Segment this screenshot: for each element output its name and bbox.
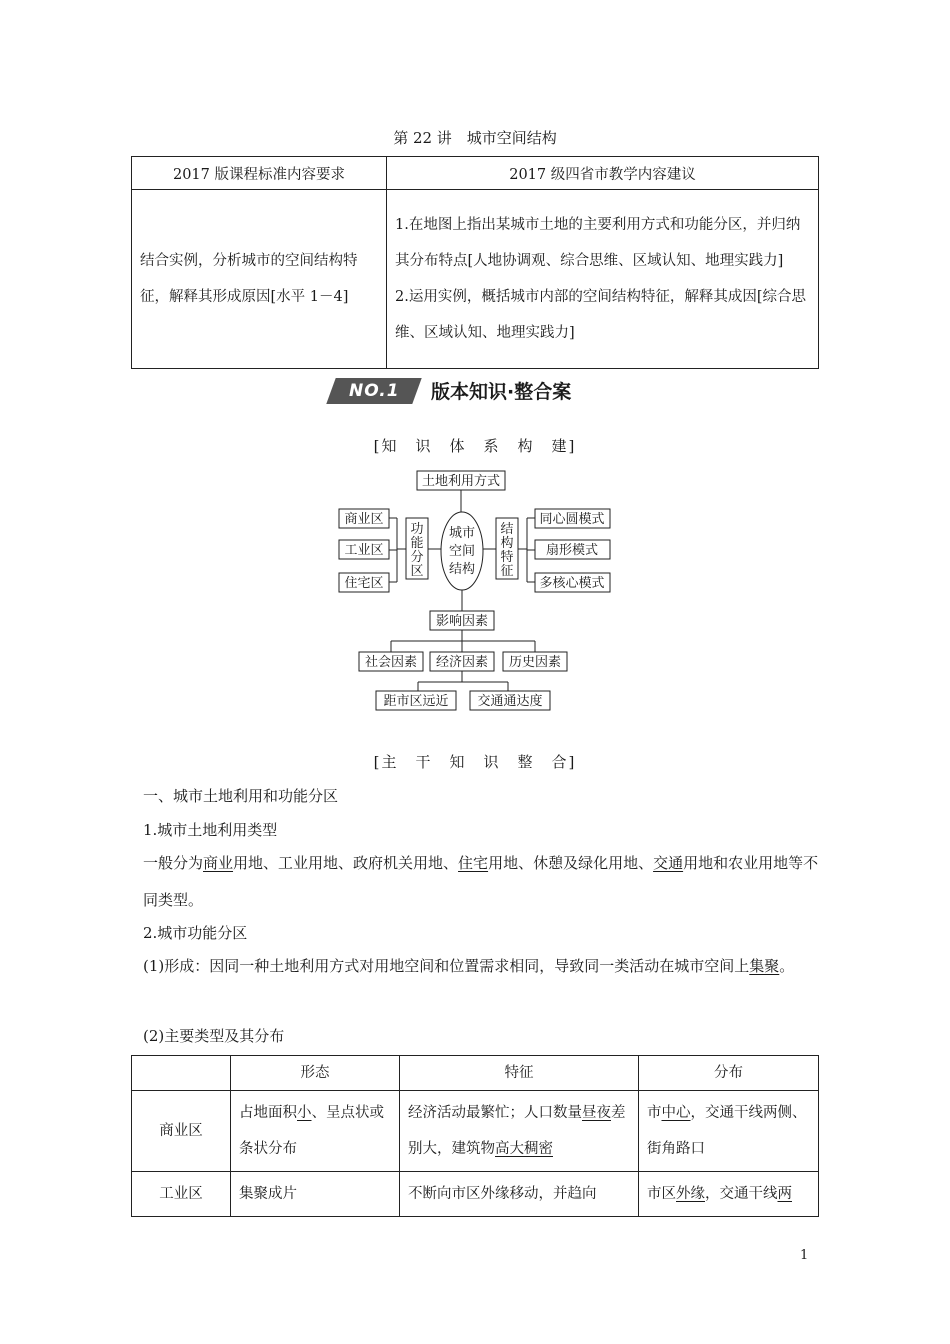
blank-agglomeration: 集聚	[749, 957, 780, 975]
page-number: 1	[800, 1248, 809, 1263]
col1-header: 2017 版课程标准内容要求	[132, 157, 387, 190]
row-name-commercial: 商业区	[132, 1091, 231, 1172]
table-row	[132, 1172, 819, 1217]
left-label-char-3: 分	[410, 550, 424, 565]
left-node-residential: 住宅区	[344, 576, 384, 591]
cell-form: 占地面积小、呈点状或条状分布	[231, 1091, 400, 1172]
right-node-multinuclei: 多核心模式	[539, 576, 605, 591]
table-row	[132, 1091, 819, 1172]
blank-commercial: 商业	[203, 854, 234, 872]
center-line-3: 结构	[448, 562, 476, 577]
center-line-1: 城市	[448, 526, 476, 541]
types-header-feature: 特征	[400, 1056, 639, 1091]
types-header-empty	[132, 1056, 231, 1091]
cell-form: 集聚成片	[231, 1172, 400, 1217]
subheading-main-types: (2)主要类型及其分布	[143, 1027, 285, 1045]
right-node-concentric: 同心圆模式	[539, 512, 605, 527]
knowledge-system-heading: [知 识 体 系 构 建]	[373, 437, 577, 455]
cell-feature: 经济活动最繁忙；人口数量昼夜差别大，建筑物高大稠密	[400, 1091, 639, 1172]
lecture-title: 第 22 讲 城市空间结构	[393, 129, 557, 147]
right-node-sector: 扇形模式	[545, 543, 599, 558]
center-line-2: 空间	[448, 544, 476, 559]
paragraph-formation: (1)形成：因同一种土地利用方式对用地空间和位置需求相同，导致同一类活动在城市空间上集聚。	[143, 957, 795, 975]
cell-distribution: 市中心，交通干线两侧、街角路口	[639, 1091, 819, 1172]
left-label-char-2: 能	[410, 536, 424, 551]
right-label-char-1: 结	[500, 522, 514, 537]
factor-historical: 历史因素	[508, 655, 562, 670]
blank-residential: 住宅	[458, 854, 489, 872]
row-name-industrial: 工业区	[132, 1172, 231, 1217]
subfactor-distance: 距市区远近	[383, 694, 449, 709]
main-knowledge-heading: [主 干 知 识 整 合]	[373, 753, 577, 771]
types-header-form: 形态	[231, 1056, 400, 1091]
right-label-char-2: 构	[500, 536, 514, 551]
cell-distribution: 市区外缘，交通干线两	[639, 1172, 819, 1217]
left-node-industrial: 工业区	[344, 543, 384, 558]
col2-item-1: 1.在地图上指出某城市土地的主要利用方式和功能分区，并归纳其分布特点[人地协调观、综合思维、区域认知、地理实践力]	[395, 217, 801, 269]
subfactor-accessibility: 交通通达度	[477, 694, 543, 709]
right-label-char-3: 特	[500, 550, 514, 565]
banner-text: 版本知识·整合案	[431, 381, 572, 403]
section-1-heading: 一、城市土地利用和功能分区	[143, 787, 339, 805]
types-header-distribution: 分布	[639, 1056, 819, 1091]
left-label-char-4: 区	[410, 564, 424, 579]
col2-header: 2017 级四省市教学内容建议	[387, 157, 819, 190]
cell-feature: 不断向市区外缘移动，并趋向	[400, 1172, 639, 1217]
blank-transport: 交通	[653, 854, 684, 872]
left-label-char-1: 功	[410, 522, 424, 537]
col1-text: 结合实例，分析城市的空间结构特征，解释其形成原因[水平 1－4]	[132, 190, 387, 369]
bottom-node: 影响因素	[435, 614, 489, 629]
paragraph-land-use: 一般分为商业用地、工业用地、政府机关用地、住宅用地、休憩及绿化用地、交通用地和农业用地等不同类型。	[143, 854, 819, 909]
factor-social: 社会因素	[364, 655, 418, 670]
top-node: 土地利用方式	[421, 474, 501, 489]
banner-badge-text: NO.1	[348, 380, 400, 401]
zone-types-table	[131, 1055, 819, 1217]
subheading-land-use: 1.城市土地利用类型	[143, 821, 278, 839]
factor-economic: 经济因素	[435, 655, 489, 670]
col2-item-2: 2.运用实例，概括城市内部的空间结构特征，解释其成因[综合思维、区域认知、地理实践力]	[395, 289, 806, 341]
subheading-functional-zones: 2.城市功能分区	[143, 924, 248, 942]
left-node-commercial: 商业区	[344, 512, 384, 527]
right-label-char-4: 征	[500, 564, 514, 579]
